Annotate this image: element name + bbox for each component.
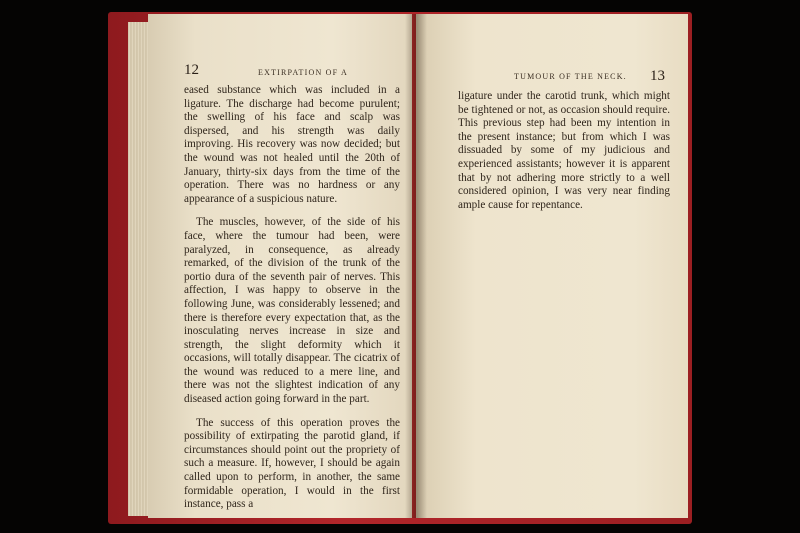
right-page-number: 13 xyxy=(650,68,665,84)
left-paragraph-3: The success of this operation proves the possibility of extirpating the parotid gland, if circumstances should point out the propriety of such a measure. If, however, I should be again called upon to perform, in another, the same formidable operation, I would in the first instance, pass a xyxy=(184,416,400,511)
book-gutter xyxy=(405,14,427,518)
left-text-block xyxy=(184,84,400,522)
right-running-head: TUMOUR OF THE NECK. xyxy=(514,72,627,81)
right-text-block xyxy=(458,90,670,222)
left-paragraph-1: eased substance which was included in a ligature. The discharge had become purulent; the swelling of his face and scalp was dispersed, and his strength was daily improving. His recovery was now decided; but the wound was not healed until the 20th of January, thirty-six days from the time of the operation. There was no hardness or any appearance of a suspicious nature. xyxy=(184,84,400,205)
left-running-head: EXTIRPATION OF A xyxy=(258,68,349,77)
right-paragraph-1: ligature under the carotid trunk, which might be tightened or not, as occasion should require. This previous step had been my intention in the present instance; but from which I was dissuaded by some of my judicious and experienced assistants; however it is apparent that by not adhering more strictly to a well considered opinion, I was very near finding ample cause for repentance. xyxy=(458,90,670,211)
right-page xyxy=(416,14,688,518)
left-page xyxy=(148,14,412,518)
left-page-number: 12 xyxy=(184,62,199,78)
left-paragraph-2: The muscles, however, of the side of his face, where the tumour had been, were paralyzed, in consequence, as already remarked, of the division of the trunk of the portio dura of the seventh pair of nerves. This affection, I was happy to observe in the following June, was considerably lessened; and there is therefore every expectation that, as the inosculating nerves increase in size and strength, the slight deformity which it occasions, will totally disappear. The cicatrix of the wound was reduced to a mere line, and there was not the slightest indication of any diseased action going forward in the part. xyxy=(184,216,400,406)
